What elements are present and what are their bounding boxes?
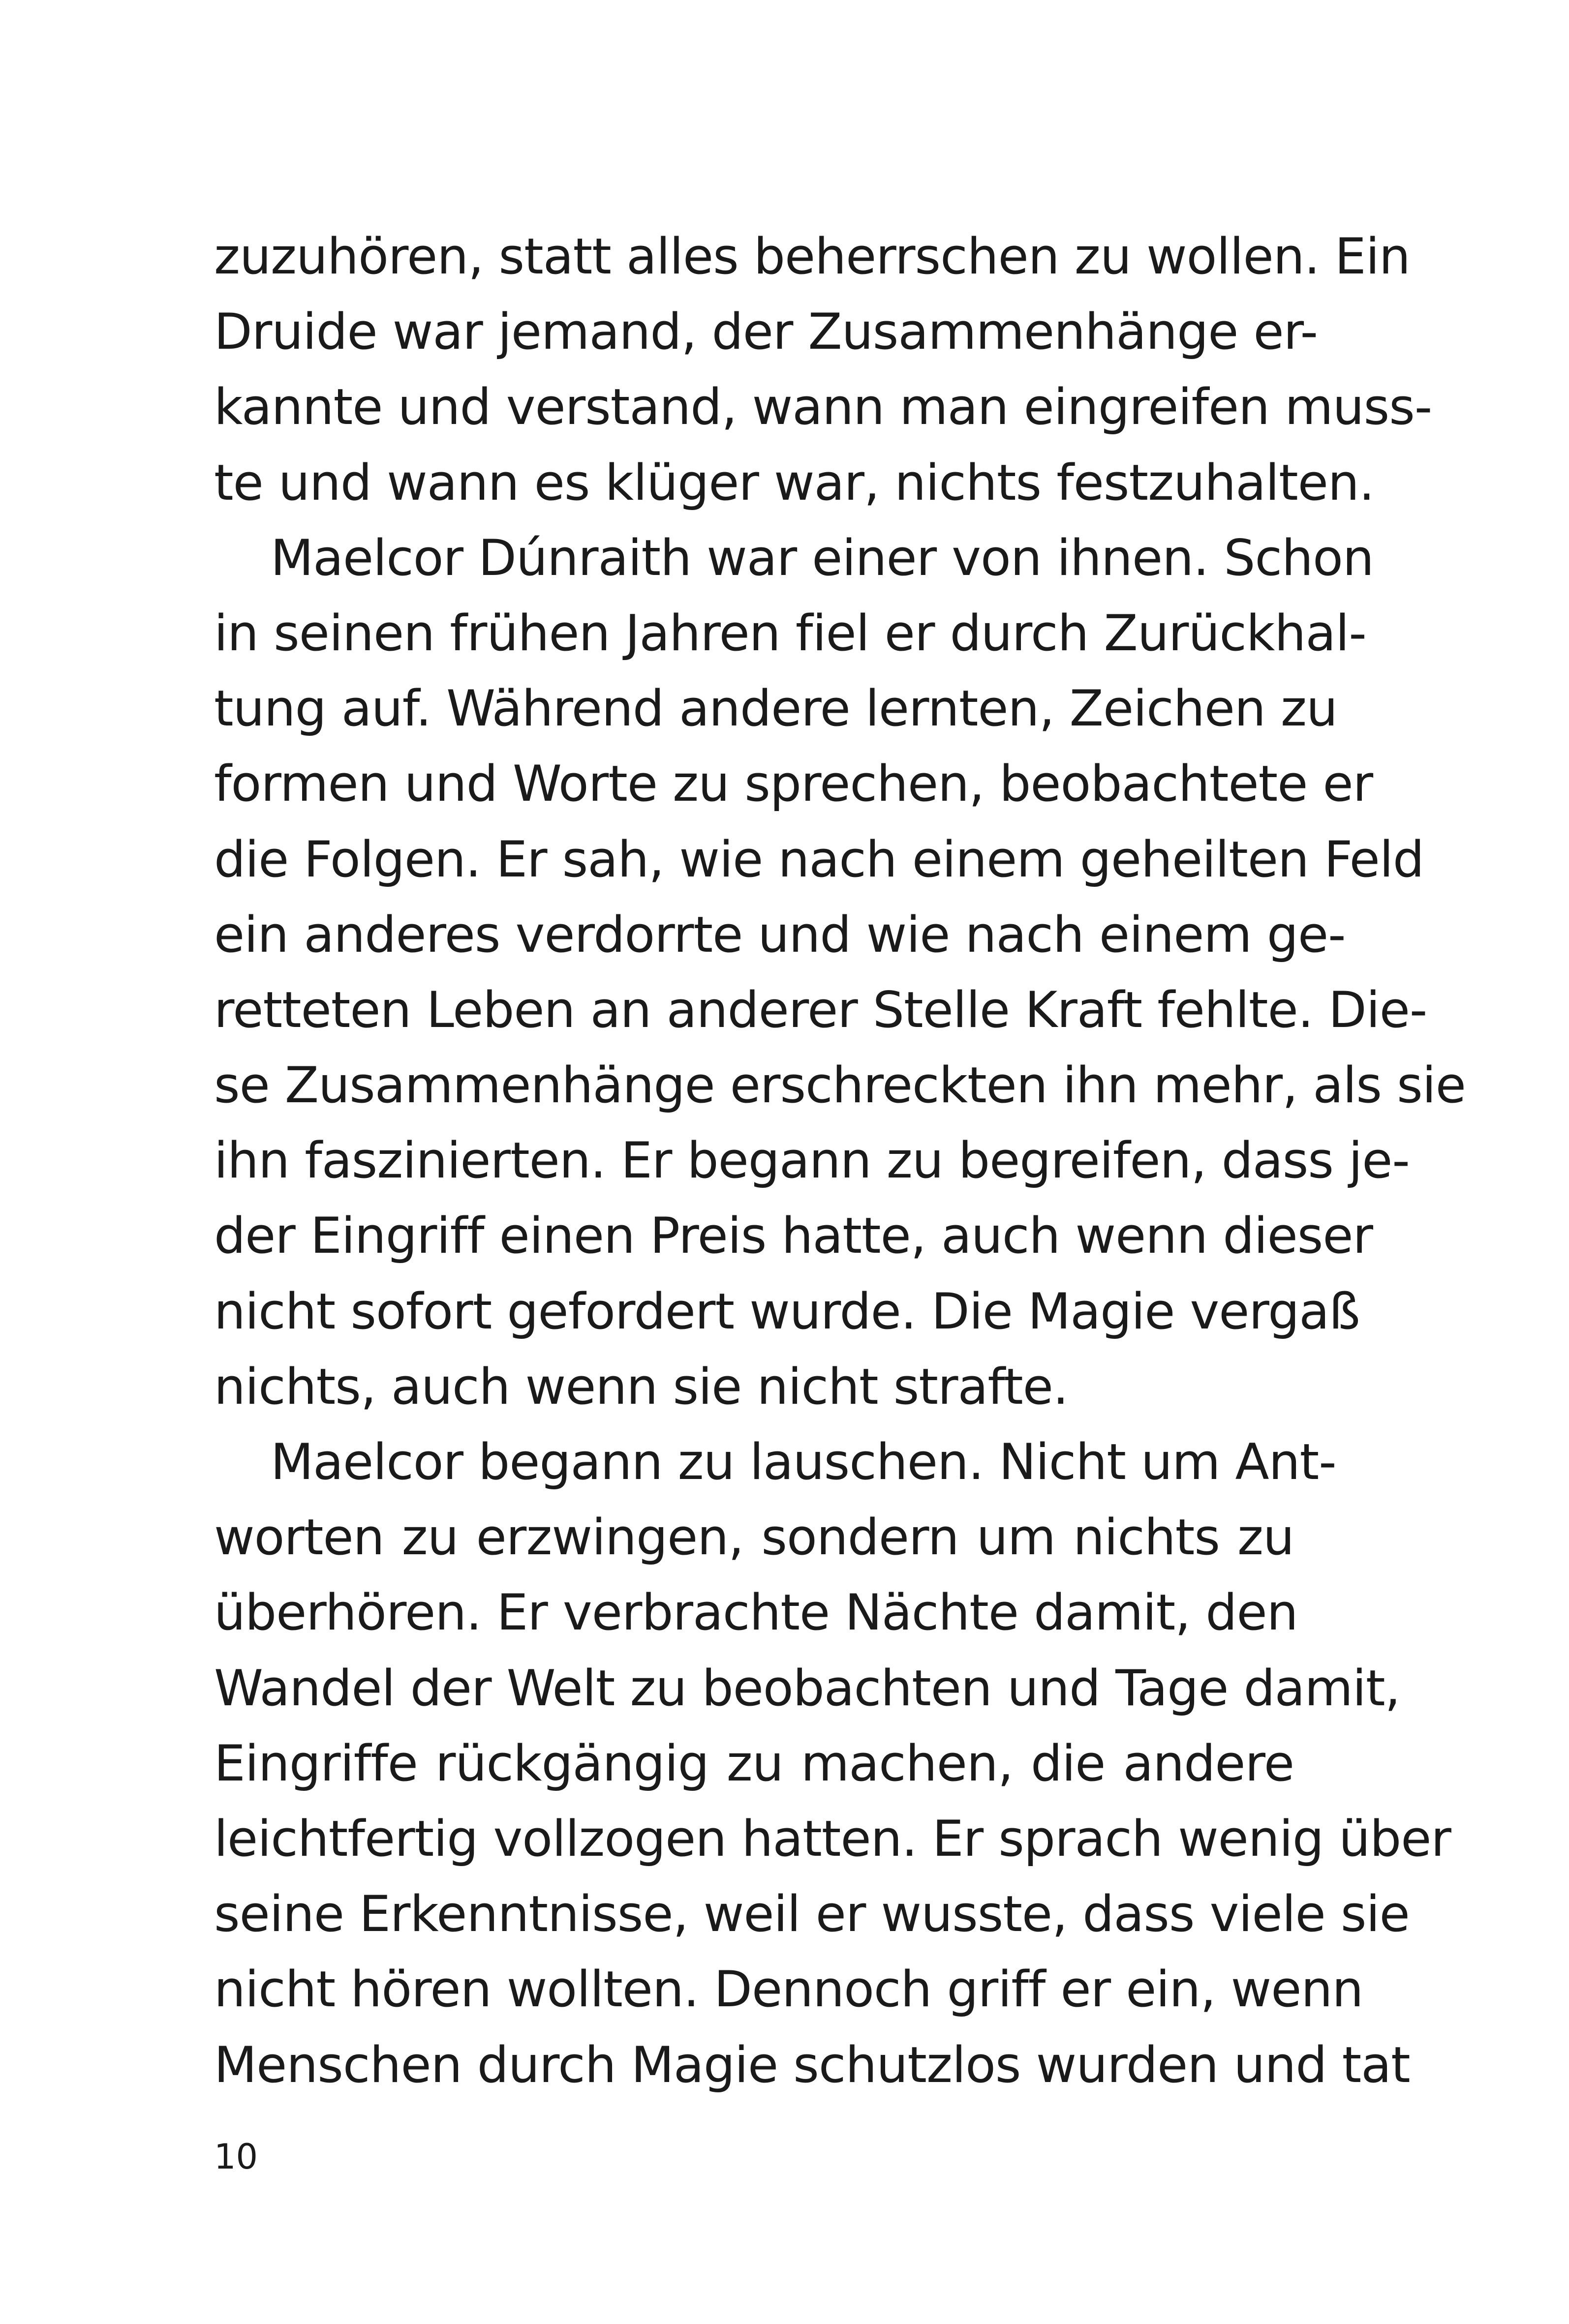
text-line: formen und Worte zu sprechen, beobachtete er [214, 755, 1373, 813]
text-line: Maelcor Dúnraith war einer von ihnen. Schon [271, 528, 1374, 587]
text-line: zuzuhören, statt alles beherrschen zu wollen. Ein [214, 227, 1410, 285]
text-line: nicht hören wollten. Dennoch griff er ein, wenn [214, 1960, 1363, 2019]
page-number: 10 [214, 2137, 258, 2177]
text-line: Wandel der Welt zu beobachten und Tage damit, [214, 1659, 1400, 1717]
text-line: nichts, auch wenn sie nicht strafte. [214, 1357, 1068, 1416]
text-line: retteten Leben an anderer Stelle Kraft fehlte. Die- [214, 980, 1427, 1039]
text-line: te und wann es klüger war, nichts festzuhalten. [214, 453, 1374, 512]
text-line: Maelcor begann zu lauschen. Nicht um Ant- [271, 1433, 1336, 1491]
text-line: worten zu erzwingen, sondern um nichts zu [214, 1508, 1294, 1567]
text-line: seine Erkenntnisse, weil er wusste, dass viele sie [214, 1885, 1410, 1943]
text-line: der Eingriff einen Preis hatte, auch wenn dieser [214, 1207, 1373, 1265]
text-line: nicht sofort gefordert wurde. Die Magie vergaß [214, 1282, 1360, 1340]
text-line: ein anderes verdorrte und wie nach einem ge- [214, 905, 1346, 964]
text-line: Menschen durch Magie schutzlos wurden und tat [214, 2035, 1410, 2094]
text-line: in seinen frühen Jahren fiel er durch Zurückhal- [214, 604, 1366, 662]
text-line: ihn faszinierten. Er begann zu begreifen, dass je- [214, 1131, 1410, 1190]
text-line: Druide war jemand, der Zusammenhänge er- [214, 302, 1318, 361]
text-line: die Folgen. Er sah, wie nach einem geheilten Feld [214, 830, 1424, 888]
body-text [214, 219, 1466, 2103]
text-line: se Zusammenhänge erschreckten ihn mehr, als sie [214, 1056, 1466, 1115]
text-line: kannte und verstand, wann man eingreifen muss- [214, 378, 1432, 436]
text-line: Eingriffe rückgängig zu machen, die andere [214, 1734, 1294, 1792]
text-line: überhören. Er verbrachte Nächte damit, den [214, 1583, 1298, 1642]
text-line: leichtfertig vollzogen hatten. Er sprach wenig über [214, 1809, 1451, 1868]
text-line: tung auf. Während andere lernten, Zeichen zu [214, 679, 1337, 738]
